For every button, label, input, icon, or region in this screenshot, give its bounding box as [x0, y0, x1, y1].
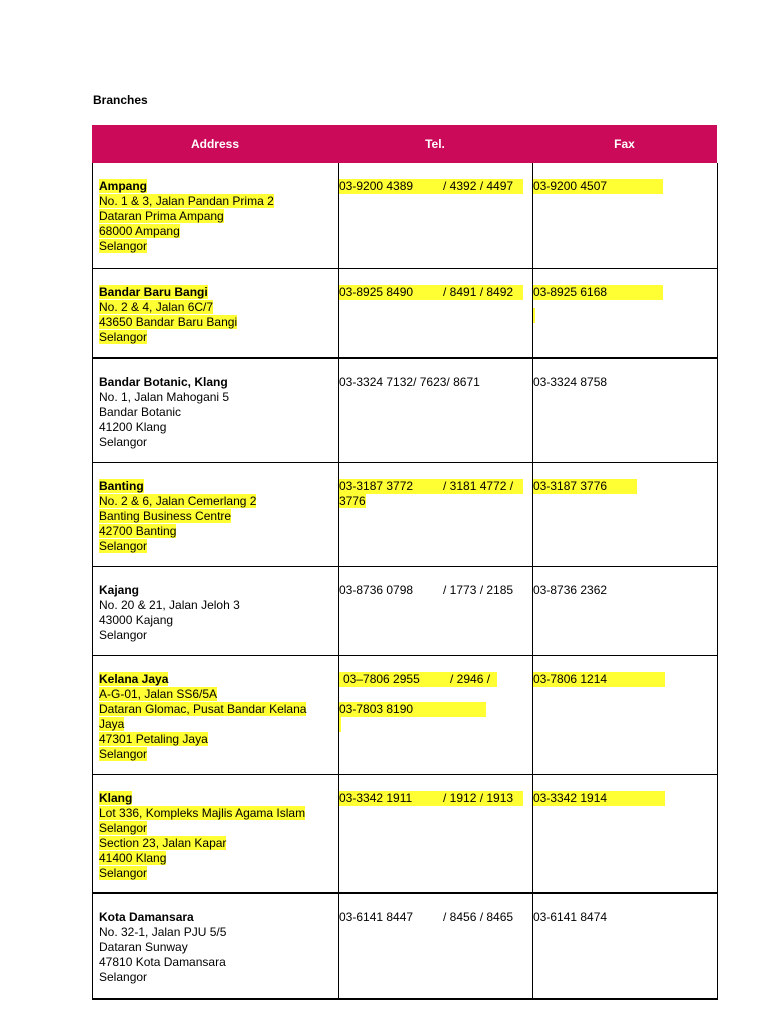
address-line: Section 23, Jalan Kapar — [99, 836, 227, 850]
address-line: Selangor — [99, 747, 148, 761]
fax-cell — [533, 910, 718, 925]
fax-number: 03-8736 2362 — [533, 583, 608, 597]
fax-cell — [533, 179, 718, 194]
address-line: 43650 Bandar Baru Bangi — [99, 315, 238, 329]
address-cell — [99, 583, 334, 643]
tel-extra: / 2946 / — [450, 672, 491, 686]
tel-continuation: 03-7803 8190 — [339, 702, 486, 717]
table-header — [92, 125, 717, 163]
address-line: Banting Business Centre — [99, 509, 232, 523]
fax-cell — [533, 479, 718, 494]
table-row — [92, 894, 718, 1000]
text-cursor-mark — [533, 308, 535, 323]
tel-number: 03-3187 3772 — [339, 479, 414, 493]
fax-cell — [533, 583, 718, 598]
fax-number: 03-7806 1214 — [533, 672, 665, 687]
tel-extra: / 8491 / 8492 — [443, 285, 514, 299]
address-line: Jaya — [99, 717, 125, 731]
tel-continuation: 3776 — [339, 494, 366, 508]
tel-number: 03-3324 7132/ 7623/ 8671 — [339, 375, 480, 389]
branch-name: Bandar Baru Bangi — [99, 285, 208, 299]
table-row — [92, 463, 718, 567]
address-line: No. 1, Jalan Mahogani 5 — [99, 390, 230, 404]
branch-name: Klang — [99, 791, 133, 805]
branch-name: Kota Damansara — [99, 910, 194, 924]
fax-cell — [533, 375, 718, 390]
tel-cell — [339, 791, 529, 806]
fax-number: 03-3187 3776 — [533, 479, 637, 494]
fax-cell — [533, 791, 718, 806]
column-header-address: Address — [190, 137, 240, 151]
branch-name: Bandar Botanic, Klang — [99, 375, 228, 389]
address-cell — [99, 479, 334, 554]
table-row — [92, 163, 718, 269]
address-line: Dataran Glomac, Pusat Bandar Kelana — [99, 702, 307, 716]
table-row — [92, 656, 718, 775]
address-line: 47810 Kota Damansara — [99, 955, 226, 969]
tel-cell — [339, 479, 529, 509]
address-line: Selangor — [99, 866, 148, 880]
tel-number: 03-8736 0798 — [339, 583, 414, 597]
tel-extra: / 8456 / 8465 — [443, 910, 514, 924]
tel-cell — [339, 285, 529, 300]
address-cell — [99, 672, 334, 762]
branches-table — [92, 163, 718, 1000]
address-line: Lot 336, Kompleks Majlis Agama Islam — [99, 806, 306, 820]
tel-number: 03-8925 8490 — [339, 285, 414, 299]
tel-number: 03–7806 2955 — [343, 672, 420, 686]
address-line: Selangor — [99, 435, 148, 449]
address-line: 41400 Klang — [99, 851, 167, 865]
address-line: Selangor — [99, 628, 148, 642]
fax-number: 03-3324 8758 — [533, 375, 608, 389]
fax-number: 03-8925 6168 — [533, 285, 663, 300]
tel-extra: / 1773 / 2185 — [443, 583, 514, 597]
fax-cell — [533, 285, 718, 323]
address-line: Dataran Sunway — [99, 940, 188, 954]
address-cell — [99, 791, 334, 881]
table-row — [92, 269, 718, 359]
tel-number: 03-9200 4389 — [339, 179, 414, 193]
branch-name: Kajang — [99, 583, 140, 597]
column-header-fax: Fax — [614, 137, 635, 151]
address-cell — [99, 910, 334, 985]
address-line: 42700 Banting — [99, 524, 177, 538]
address-line: Selangor — [99, 821, 148, 835]
branch-name: Kelana Jaya — [99, 672, 169, 686]
address-line: Selangor — [99, 330, 148, 344]
tel-number: 03-3342 1911 — [339, 791, 413, 805]
address-line: Dataran Prima Ampang — [99, 209, 224, 223]
address-line: No. 1 & 3, Jalan Pandan Prima 2 — [99, 194, 274, 208]
tel-cell — [339, 583, 529, 598]
address-line: Bandar Botanic — [99, 405, 182, 419]
text-cursor-mark — [339, 717, 341, 732]
tel-cell — [339, 179, 529, 194]
fax-number: 03-9200 4507 — [533, 179, 663, 194]
address-line: Selangor — [99, 970, 148, 984]
table-row — [92, 775, 718, 894]
address-line: No. 2 & 4, Jalan 6C/7 — [99, 300, 214, 314]
address-line: 68000 Ampang — [99, 224, 180, 238]
address-line: No. 2 & 6, Jalan Cemerlang 2 — [99, 494, 257, 508]
address-line: Selangor — [99, 239, 148, 253]
tel-cell — [339, 672, 529, 732]
address-line: A-G-01, Jalan SS6/5A — [99, 687, 218, 701]
address-line: 41200 Klang — [99, 420, 167, 434]
address-line: 43000 Kajang — [99, 613, 174, 627]
address-cell — [99, 285, 334, 345]
address-line: No. 20 & 21, Jalan Jeloh 3 — [99, 598, 240, 612]
table-row — [92, 567, 718, 656]
address-cell — [99, 179, 334, 254]
branch-name: Ampang — [99, 179, 147, 193]
tel-number: 03-6141 8447 — [339, 910, 414, 924]
tel-cell — [339, 375, 529, 390]
address-line: 47301 Petaling Jaya — [99, 732, 208, 746]
fax-number: 03-6141 8474 — [533, 910, 608, 924]
address-cell — [99, 375, 334, 450]
fax-cell — [533, 672, 718, 687]
address-line: No. 32-1, Jalan PJU 5/5 — [99, 925, 227, 939]
tel-extra: / 1912 / 1913 — [443, 791, 514, 805]
address-line: Selangor — [99, 539, 148, 553]
tel-cell — [339, 910, 529, 925]
branch-name: Banting — [99, 479, 144, 493]
table-row — [92, 359, 718, 463]
fax-number: 03-3342 1914 — [533, 791, 665, 806]
tel-extra: / 4392 / 4497 — [443, 179, 514, 193]
page-heading: Branches — [93, 93, 148, 107]
tel-extra: / 3181 4772 / — [443, 479, 514, 493]
column-header-tel: Tel. — [425, 137, 445, 151]
